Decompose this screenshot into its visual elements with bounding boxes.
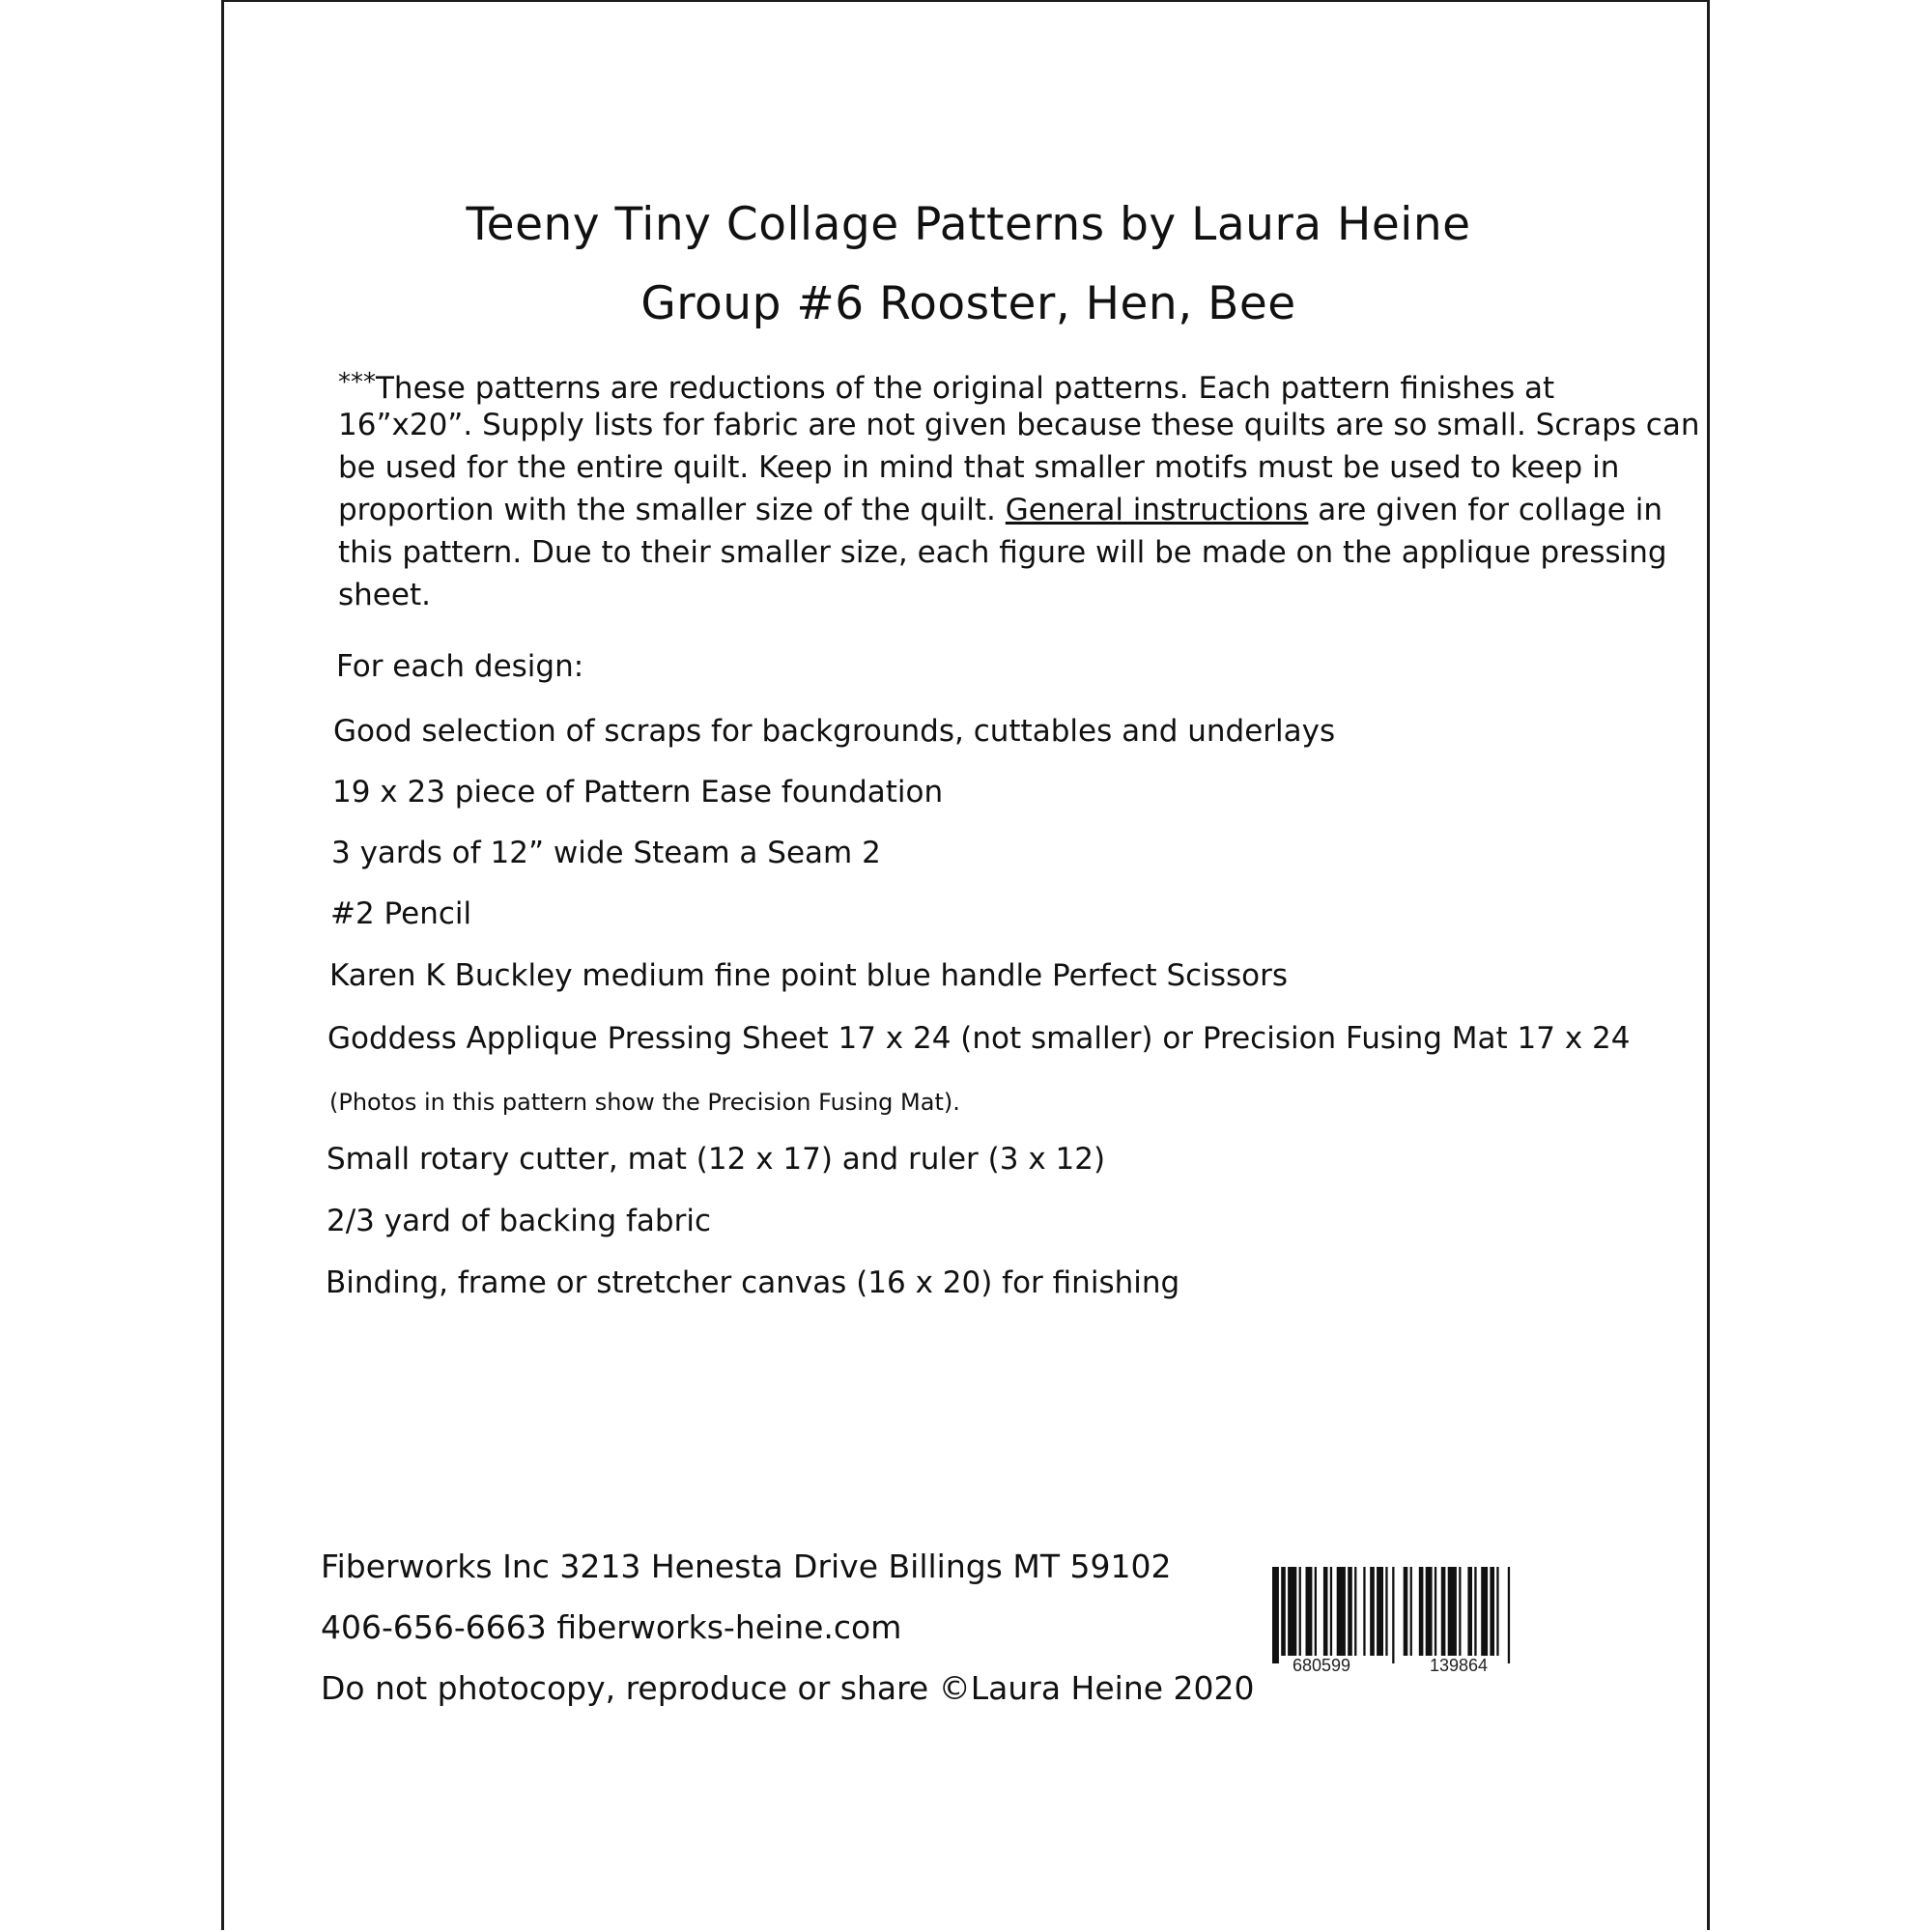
requirement-item: 3 yards of 12” wide Steam a Seam 2: [331, 836, 881, 870]
intro-line-2: 16”x20”. Supply lists for fabric are not given because these quilts are so small. Scraps can: [338, 408, 1700, 442]
publisher-contact: 406-656-6663 fiberworks-heine.com: [321, 1608, 902, 1646]
intro-line-4-tail: are given for collage in: [1318, 493, 1662, 527]
publisher-address: Fiberworks Inc 3213 Henesta Drive Billings MT 59102: [321, 1548, 1172, 1585]
pattern-back-cover: [221, 0, 1710, 1930]
requirement-item: Goddess Applique Pressing Sheet 17 x 24 (not smaller) or Precision Fusing Mat 17 x 24: [327, 1021, 1631, 1056]
general-instructions-link: General instructions: [1005, 493, 1309, 527]
requirement-note: (Photos in this pattern show the Precision Fusing Mat).: [329, 1089, 960, 1116]
intro-line-1: [338, 361, 1584, 404]
intro-line-5: this pattern. Due to their smaller size, each figure will be made on the applique pressing: [338, 535, 1667, 570]
requirement-item: Binding, frame or stretcher canvas (16 x 20) for finishing: [326, 1265, 1180, 1300]
requirement-item: 19 x 23 piece of Pattern Ease foundation: [332, 775, 944, 810]
asterisks: ***: [338, 368, 376, 397]
intro-line-4-text: proportion with the smaller size of the quilt.: [338, 493, 996, 527]
requirements-heading: For each design:: [336, 649, 584, 684]
barcode-bars: [1272, 1567, 1538, 1663]
intro-line-1-text: These patterns are reductions of the original patterns. Each pattern finishes at: [376, 371, 1555, 406]
requirement-item: 2/3 yard of backing fabric: [327, 1204, 712, 1238]
intro-line-4: [338, 489, 1662, 531]
intro-paragraph: [338, 361, 1700, 616]
intro-line-6: sheet.: [338, 578, 431, 612]
intro-line-3: be used for the entire quilt. Keep in mind that smaller motifs must be used to keep in: [338, 450, 1620, 485]
barcode-right-digits: 139864: [1427, 1656, 1491, 1676]
copyright-notice: Do not photocopy, reproduce or share ©Laura Heine 2020: [321, 1669, 1255, 1707]
requirement-item: Small rotary cutter, mat (12 x 17) and ruler (3 x 12): [327, 1142, 1106, 1177]
requirement-item: #2 Pencil: [330, 896, 472, 931]
page-subtitle: Group #6 Rooster, Hen, Bee: [640, 277, 1296, 330]
page-title: Teeny Tiny Collage Patterns by Laura Heine: [466, 198, 1471, 251]
barcode-left-digits: 680599: [1290, 1656, 1353, 1676]
barcode: [1272, 1567, 1538, 1673]
requirement-item: Karen K Buckley medium fine point blue handle Perfect Scissors: [329, 958, 1288, 993]
requirement-item: Good selection of scraps for backgrounds, cuttables and underlays: [333, 714, 1336, 749]
